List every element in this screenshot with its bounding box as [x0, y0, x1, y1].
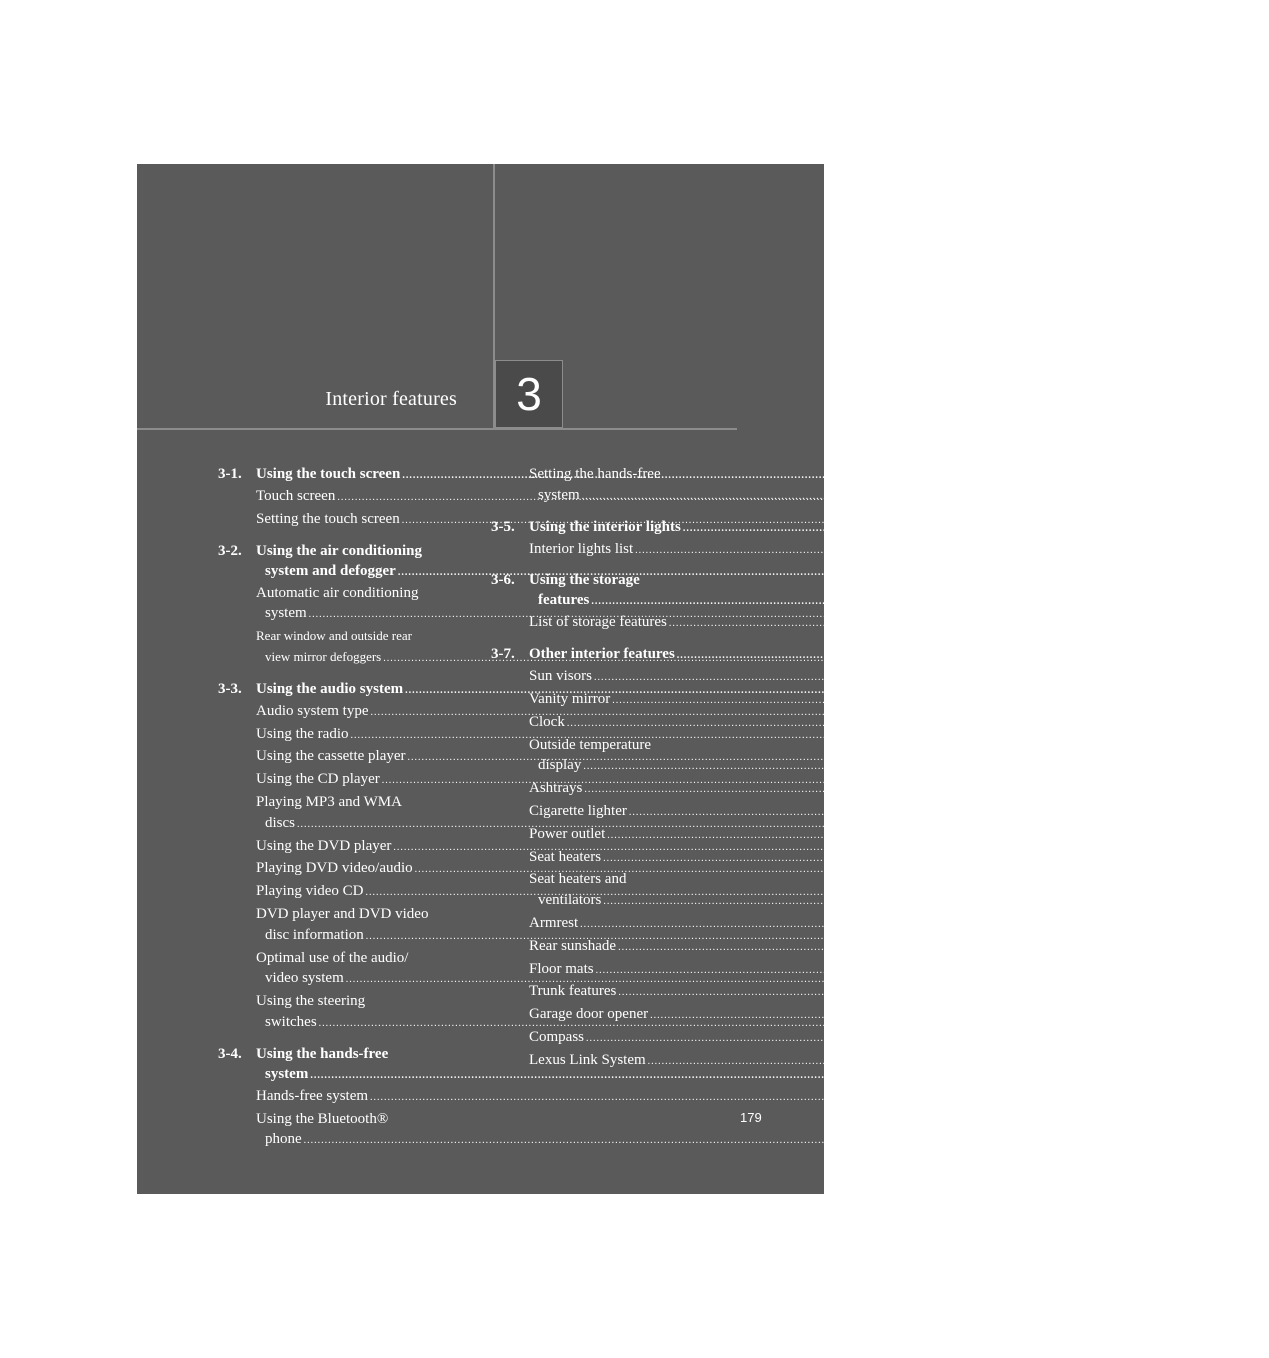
section-number: 3-4.: [218, 1045, 242, 1062]
toc-line: [529, 1027, 1173, 1050]
page-ref: 190: [870, 604, 895, 622]
page-ref: 322: [1169, 824, 1194, 842]
page-ref: 320: [1146, 779, 1171, 797]
section-title: [529, 517, 1269, 539]
dot-leader: [648, 1052, 1208, 1073]
entry-text: Using the steering: [256, 993, 366, 1010]
dot-leader: [583, 757, 1143, 778]
dot-leader: [677, 646, 1237, 666]
entry-text: Using the Bluetooth®: [256, 1110, 389, 1127]
page-ref: 318: [1128, 712, 1153, 730]
entry-text: Optimal use of the audio/: [256, 949, 409, 966]
page-ref: 251: [927, 925, 952, 943]
dot-leader: [594, 668, 1154, 689]
section-title-line: Using the air conditioning: [256, 542, 423, 559]
page-ref: 262: [872, 1064, 897, 1082]
entry-text: Touch screen: [256, 488, 336, 504]
toc-entry[interactable]: [491, 1027, 1173, 1050]
dot-leader: [586, 1029, 1146, 1050]
page-ref: 316: [1155, 667, 1180, 685]
entry-text: Using the interior lights: [529, 518, 681, 535]
entry-text: disc information: [265, 926, 364, 943]
entry-text: Vanity mirror: [529, 690, 611, 707]
entry-text: Other interior features: [529, 646, 675, 663]
page-ref: 259: [880, 1012, 905, 1030]
section-title: [529, 644, 1263, 666]
section-number: 3-3.: [218, 680, 242, 697]
section-title: [529, 570, 1177, 612]
toc-line: [529, 517, 1269, 539]
dot-leader: [603, 849, 1163, 870]
page-ref: 223: [859, 813, 883, 831]
entry-text: Garage door opener: [529, 1006, 649, 1023]
toc-line: [529, 539, 1222, 562]
dot-leader: [635, 541, 1195, 562]
chapter-number: 3: [516, 368, 542, 420]
toc-line: [256, 1129, 890, 1152]
entry-text: Lexus Link System: [529, 1051, 646, 1068]
entry-text: ventilators: [538, 892, 602, 909]
page-ref: 267: [865, 1130, 890, 1148]
entry-text: Interior lights list: [529, 540, 634, 557]
dot-leader: [618, 938, 1178, 959]
page-ref: 231: [955, 836, 980, 854]
entry-text: Automatic air conditioning: [256, 584, 419, 601]
dot-leader: [618, 983, 1178, 1004]
dot-leader: [629, 803, 1189, 824]
entry-text: Using the DVD player: [256, 837, 392, 854]
entry-text: Compass: [529, 1028, 585, 1045]
section-number: 3-5.: [491, 518, 515, 535]
entry-text: Rear sunshade: [529, 937, 617, 954]
toc-line: [256, 1086, 957, 1109]
entry-text: phone: [265, 1131, 302, 1148]
entry-text: Hands-free system: [256, 1087, 369, 1104]
page-ref: 184: [963, 509, 988, 527]
page-ref: 327: [1142, 913, 1167, 931]
dot-leader: [683, 519, 1243, 539]
page-ref: 316: [1238, 645, 1263, 663]
page-ref: 306: [1244, 517, 1269, 535]
dot-leader: [650, 1006, 1210, 1027]
page-ref: 215: [943, 770, 968, 788]
entry-text: system: [265, 1065, 309, 1082]
toc-line: [529, 936, 1205, 959]
page-ref: 190: [959, 561, 984, 579]
entry-text: system and defogger: [265, 562, 396, 579]
dot-leader: [370, 1088, 930, 1109]
section-number: 3-1.: [218, 466, 242, 482]
chapter-title: Interior features: [325, 388, 457, 410]
entry-text: video system: [265, 970, 344, 987]
toc-entry[interactable]: [491, 936, 1205, 959]
toc-line: [529, 644, 1263, 666]
dot-leader: [591, 592, 1151, 612]
entry-text: Seat heaters: [529, 848, 602, 865]
toc-entry[interactable]: [218, 1086, 957, 1109]
entry-text: switches: [265, 1013, 317, 1030]
entry-text: Audio system type: [256, 702, 369, 719]
entry-text: Playing DVD video/audio: [256, 860, 413, 877]
page-ref: 339: [1148, 1027, 1173, 1045]
toc-entry[interactable]: [491, 981, 1205, 1004]
page-ref: 334: [1212, 1005, 1237, 1023]
section-title-line: Using the hands-free: [256, 1045, 389, 1062]
entry-text: List of storage features: [529, 614, 667, 631]
dot-leader: [580, 915, 1140, 936]
section-title-line: Using the storage: [529, 572, 640, 589]
page-ref: 234: [976, 859, 1001, 877]
page-ref: 202: [912, 724, 937, 742]
entry-text: Using the touch screen: [256, 466, 401, 482]
page-ref: 343: [1209, 1050, 1234, 1068]
entry-text: Playing MP3 and WMA: [256, 793, 402, 810]
entry-text: Seat heaters and: [529, 871, 627, 888]
entry-text: DVD player and DVD video: [256, 905, 429, 922]
entry-text: Rear window and outside rear: [256, 628, 412, 644]
page-ref: 180: [899, 487, 924, 504]
toc-line: [529, 981, 1205, 1004]
entry-text: Using the radio: [256, 725, 349, 742]
page-ref: 310: [1230, 613, 1255, 631]
page-ref: 306: [1197, 539, 1222, 557]
entry-text: system: [538, 486, 580, 503]
dot-leader: [596, 961, 1156, 982]
page-number: 179: [740, 1110, 762, 1125]
entry-text: Using the audio system: [256, 680, 404, 697]
page-ref: 211: [969, 747, 993, 765]
page-ref: 319: [1145, 756, 1170, 774]
entry-text: Setting the hands-free: [529, 466, 661, 482]
toc-entry[interactable]: [491, 539, 1222, 562]
entry-text: Ashtrays: [529, 780, 583, 797]
page-ref: 180: [964, 465, 989, 482]
page-ref: 317: [1174, 689, 1199, 707]
page-ref: 310: [1153, 591, 1178, 609]
dot-leader: [582, 487, 1142, 508]
dot-leader: [612, 691, 1172, 712]
page-ref: 255: [907, 969, 932, 987]
entry-text: Using the cassette player: [256, 748, 406, 765]
entry-text: Sun visors: [529, 668, 592, 685]
toc-line: [529, 590, 1177, 612]
page-ref: 199: [967, 679, 992, 697]
header-rule: [137, 428, 737, 430]
entry-text: Outside temperature: [529, 736, 652, 753]
dot-leader: [304, 1131, 864, 1152]
dot-leader: [603, 892, 1163, 913]
dot-leader: [607, 826, 1167, 847]
section-number: 3-7.: [491, 646, 515, 663]
entry-text: display: [538, 757, 582, 774]
entry-text: features: [538, 592, 590, 609]
page-ref: 198: [945, 647, 970, 665]
dot-leader: [584, 780, 1144, 801]
page-ref: 323: [1165, 847, 1190, 865]
entry-text: Power outlet: [529, 825, 606, 842]
entry-text: Trunk features: [529, 983, 617, 1000]
entry-text: Clock: [529, 713, 565, 730]
entry-text: Floor mats: [529, 960, 594, 977]
dot-leader: [669, 614, 1229, 635]
page-ref: 321: [1190, 801, 1215, 819]
page-ref: 247: [927, 882, 952, 900]
dot-leader: [567, 714, 1127, 735]
entry-text: Using the CD player: [256, 771, 380, 788]
chapter-number-box: [495, 360, 563, 428]
entry-text: Setting the touch screen: [256, 510, 400, 527]
entry-text: view mirror defoggers: [265, 648, 382, 664]
section-number: 3-6.: [491, 572, 515, 589]
entry-text: system: [265, 605, 307, 622]
entry-text: Playing video CD: [256, 883, 364, 900]
section-number: 3-2.: [218, 542, 242, 559]
entry-text: discs: [265, 814, 295, 831]
page-ref: 331: [1180, 982, 1205, 1000]
entry-text: Cigarette lighter: [529, 802, 627, 819]
page-ref: 328: [1180, 936, 1205, 954]
page-ref: 199: [932, 701, 957, 719]
page-ref: 280: [1143, 485, 1168, 503]
entry-text: Armrest: [529, 914, 579, 931]
page-ref: 330: [1157, 959, 1182, 977]
page-ref: 325: [1165, 891, 1190, 909]
page-ref: 262: [932, 1086, 957, 1104]
